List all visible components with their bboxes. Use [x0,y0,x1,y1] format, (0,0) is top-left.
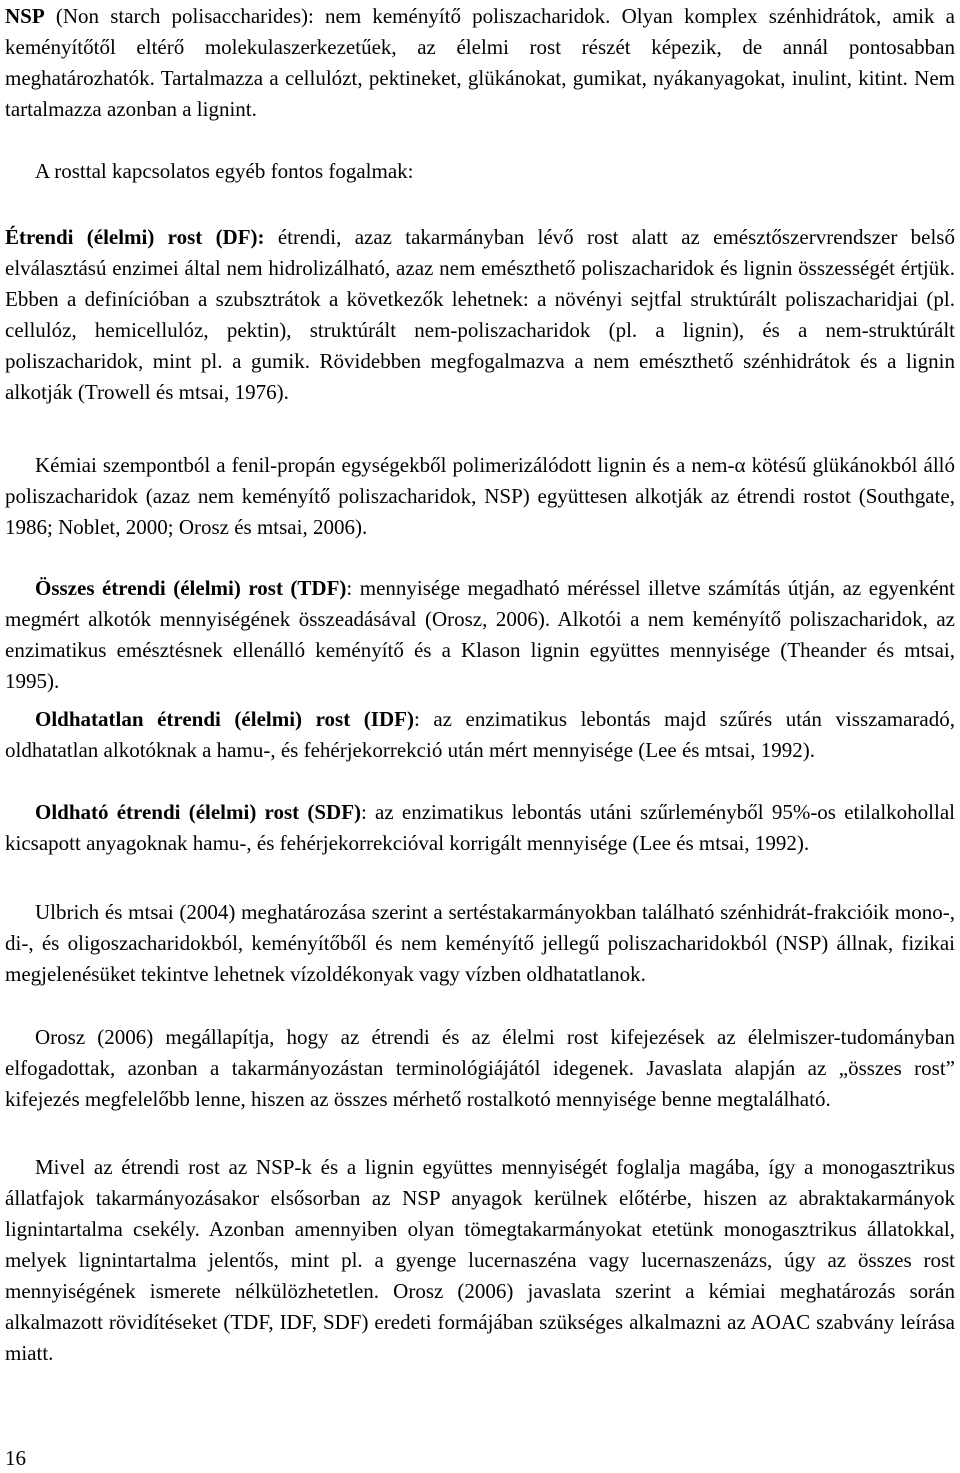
idf-definition-text: : az enzimatikus lebontás majd szűrés után visszamaradó, oldhatatlan alkotóknak a hamu-, és fehérjekorrekció után mért mennyisége (Lee és mtsai, 1992). [5,707,955,762]
chemical-definition-paragraph: Kémiai szempontból a fenil-propán egységekből polimerizálódott lignin és a nem-α kötésű glükánokból álló poliszacharidok (azaz nem keményítő poliszacharidok, NSP) együttesen alkotják az étrendi rostot (Southgate, 1986; Noblet, 2000; Orosz és mtsai, 2006). [5,453,955,539]
sdf-definition-paragraph [5,797,955,859]
nsp-definition-text: (Non starch polisaccharides): nem keményítő poliszacharidok. Olyan komplex szénhidrátok, amik a keményítőtől eltérő molekulaszerkezetűek, az élelmi rost részét képezik, de annál pontosabban meghatározhatók. Tartalmazza a cellulózt, pektineket, glükánokat, gumikat, nyákanyagokat, inulint, kitint. Nem tartalmazza azonban a lignint. [5,4,955,121]
mivel-paragraph: Mivel az étrendi rost az NSP-k és a lignin együttes mennyiségét foglalja magába, így a monogasztrikus állatfajok takarmányozásakor elsősorban az NSP anyagok kerülnek előtérbe, hiszen az abraktakarmányok lignintartalma csekély. Azonban amennyiben olyan tömegtakarmányokat etetünk monogasztrikus állatokkal, melyek lignintartalma jelentős, mint pl. a gyenge lucernaszéna vagy lucernaszenázs, úgy az összes rost mennyiségének ismerete nélkülözhetetlen. Orosz (2006) javaslata szerint a kémiai meghatározás során alkalmazott rövidítéseket (TDF, IDF, SDF) eredeti formájában szükséges alkalmazni az AOAC szabvány leírása miatt. [5,1155,955,1365]
idf-definition-paragraph [5,704,955,766]
tdf-definition-paragraph [5,573,955,697]
nsp-term: NSP [5,4,45,28]
df-definition-paragraph [5,222,955,408]
ulbrich-paragraph: Ulbrich és mtsai (2004) meghatározása szerint a sertéstakarmányokban található szénhidrát-frakcióik mono-, di-, és oligoszacharidokból, keményítőből és nem keményítő jellegű poliszacharidokból (NSP) állnak, fizikai megjelenésüket tekintve lehetnek vízoldékonyak vagy vízben oldhatatlanok. [5,900,955,986]
sdf-definition-text: : az enzimatikus lebontás utáni szűrleményből 95%-os etilalkohollal kicsapott anyagoknak hamu-, és fehérjekorrekcióval korrigált mennyisége (Lee és mtsai, 1992). [5,800,955,855]
intro-line: A rosttal kapcsolatos egyéb fontos fogalmak: [35,159,414,183]
nsp-definition-paragraph [5,1,955,125]
df-term: Étrendi (élelmi) rost (DF): [5,225,265,249]
tdf-definition-text: : mennyisége megadható méréssel illetve számítás útján, az egyenként megmért alkotók mennyiségének összeadásával (Orosz, 2006). Alkotói a nem keményítő poliszacharidok, az enzimatikus emésztésnek ellenálló keményítő és a Klason lignin együttes mennyisége (Theander és mtsai, 1995). [5,576,955,693]
tdf-term: Összes étrendi (élelmi) rost (TDF) [35,576,347,600]
orosz-paragraph: Orosz (2006) megállapítja, hogy az étrendi és az élelmi rost kifejezések az élelmiszer-tudományban elfogadottak, azonban a takarmányozástan terminológiájától idegenek. Javaslata alapján az „összes rost” kifejezés megfelelőbb lenne, hiszen az összes mérhető rostalkotó mennyisége benne megtalálható. [5,1025,955,1111]
df-definition-text: étrendi, azaz takarmányban lévő rost alatt az emésztőszervrendszer belső elválasztású enzimei által nem hidrolizálható, azaz nem emészthető poliszacharidok és lignin összességét értjük. Ebben a definícióban a szubsztrátok a következők lehetnek: a növényi sejtfal struktúrált poliszacharidjai (pl. cellulóz, hemicellulóz, pektin), struktúrált nem-poliszacharidok (pl. a lignin), és a nem-struktúrált poliszacharidok, mint pl. a gumik. Rövidebben megfogalmazva a nem emészthető szénhidrátok és a lignin alkotják (Trowell és mtsai, 1976). [5,225,955,404]
sdf-term: Oldható étrendi (élelmi) rost (SDF) [35,800,362,824]
idf-term: Oldhatatlan étrendi (élelmi) rost (IDF) [35,707,414,731]
page-number: 16 [5,1446,26,1470]
